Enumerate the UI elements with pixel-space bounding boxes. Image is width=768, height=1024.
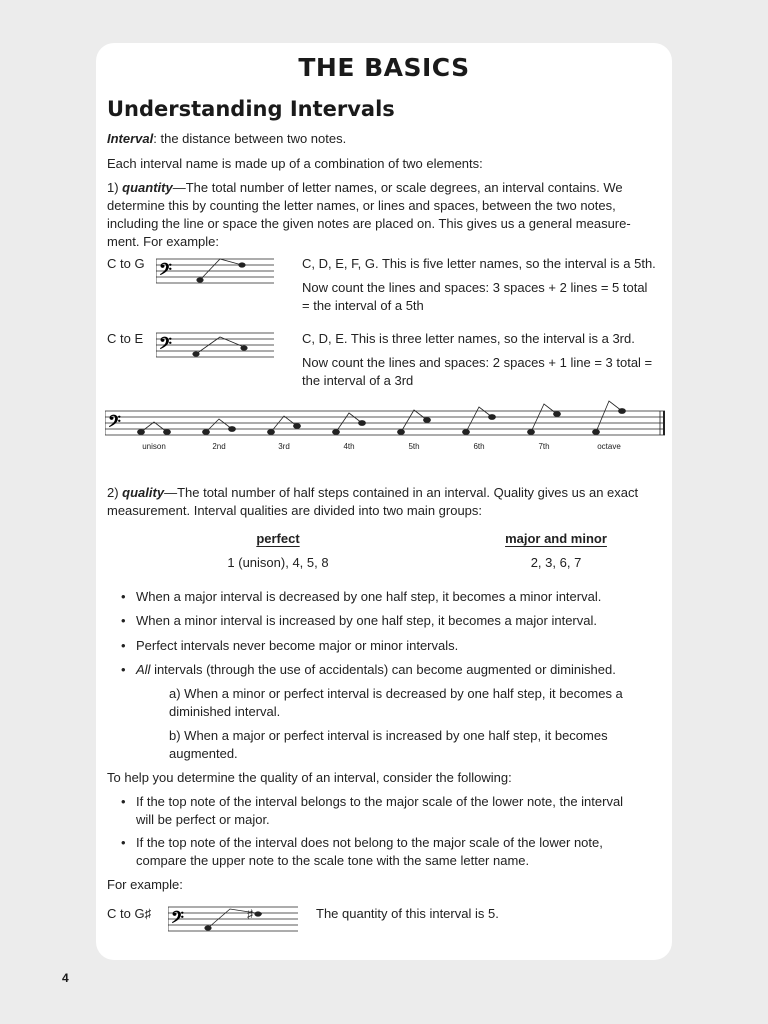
staff-c-to-g-sharp	[168, 899, 300, 933]
note-head	[204, 925, 211, 930]
help-bullet-2-line-1: • If the top note of the interval does not belong to the major scale of the lower note,	[136, 835, 603, 850]
note-head	[294, 424, 301, 429]
section-heading: Understanding Intervals	[107, 97, 395, 121]
page-title: THE BASICS	[298, 53, 470, 82]
definition-text: : the distance between two notes.	[153, 131, 347, 146]
note-head	[619, 409, 626, 414]
bass-clef-icon: 𝄢	[159, 335, 172, 357]
group-major-minor-values: 2, 3, 6, 7	[530, 555, 582, 570]
interval-label: 5th	[408, 442, 420, 451]
help-bullet	[136, 834, 603, 870]
final-example-text: The quantity of this interval is 5.	[316, 906, 499, 921]
interval-connector	[271, 416, 297, 432]
interval-label: 3rd	[278, 442, 290, 451]
interval-label: 6th	[473, 442, 485, 451]
staff-c-to-g	[156, 251, 276, 285]
quality-term: quality	[122, 485, 165, 500]
definition-term: Interval	[107, 131, 154, 146]
bullet-item: • When a minor interval is increased by one half step, it becomes a major interval.	[136, 612, 597, 630]
sharp-icon: ♯	[247, 907, 253, 921]
bass-clef-icon: 𝄢	[108, 413, 121, 435]
bullet-item: • When a major interval is decreased by one half step, it becomes a minor interval.	[136, 588, 601, 606]
interval-staff	[105, 399, 667, 451]
group-perfect-header: perfect	[256, 531, 300, 546]
interval-connector	[206, 419, 232, 432]
quality-line-2: measurement. Interval qualities are divided into two main groups:	[107, 503, 483, 518]
note-head	[268, 430, 275, 435]
quantity-line-3: including the line or space the given notes are placed on. This gives us a general measure-	[107, 216, 631, 231]
example-label-c-to-g-sharp: C to G♯	[107, 906, 152, 921]
note-head	[192, 351, 199, 356]
example-2-line-1: C, D, E. This is three letter names, so the interval is a 3rd.	[302, 331, 635, 346]
group-major-minor-header: major and minor	[505, 531, 607, 546]
sub-item-b-line-1: b) When a major or perfect interval is increased by one half step, it becomes	[169, 728, 608, 743]
help-intro: To help you determine the quality of an interval, consider the following:	[107, 770, 512, 785]
note-head	[528, 430, 535, 435]
interval-label: unison	[142, 442, 166, 451]
note-head	[203, 430, 210, 435]
quantity-paragraph	[107, 179, 667, 251]
bullet-all-italic: All	[136, 662, 151, 677]
help-bullet-1-line-2: will be perfect or major.	[136, 812, 270, 827]
staff-c-to-e	[156, 325, 276, 359]
example-2-line-3: the interval of a 3rd	[302, 373, 414, 388]
quantity-line-2: determine this by counting the letter names, or lines and spaces, between the two notes,	[107, 198, 616, 213]
quantity-line-1: —The total number of letter names, or scale degrees, an interval contains. We	[172, 180, 623, 195]
note-head	[359, 421, 366, 426]
note-head	[238, 262, 245, 267]
help-bullet-2-line-2: compare the upper note to the scale tone with the same letter name.	[136, 853, 530, 868]
note-head	[254, 911, 261, 916]
quantity-term: quantity	[122, 180, 173, 195]
bass-clef-icon: 𝄢	[159, 261, 172, 283]
note-head	[164, 430, 171, 435]
definition-line	[107, 130, 346, 148]
example-1-line-1: C, D, E, F, G. This is five letter names, so the interval is a 5th.	[302, 256, 656, 271]
interval-label: 2nd	[212, 442, 226, 451]
for-example: For example:	[107, 877, 183, 892]
note-head	[593, 430, 600, 435]
page-number: 4	[62, 971, 69, 985]
sub-item-b-line-2: augmented.	[169, 746, 238, 761]
interval-label: 4th	[343, 442, 355, 451]
example-label-c-to-g: C to G	[107, 256, 145, 271]
group-perfect	[207, 530, 349, 572]
quality-paragraph	[107, 484, 667, 520]
sub-item-a-line-2: diminished interval.	[169, 704, 281, 719]
quality-line-1: —The total number of half steps contained in an interval. Quality gives us an exact	[164, 485, 639, 500]
note-head	[229, 427, 236, 432]
quality-prefix: 2)	[107, 485, 123, 500]
page-card	[96, 43, 672, 960]
note-head	[398, 430, 405, 435]
bullet-item: • Perfect intervals never become major or minor intervals.	[136, 637, 458, 655]
note-head	[333, 430, 340, 435]
help-bullet	[136, 793, 623, 829]
bullet-item-all	[136, 661, 616, 679]
note-head	[463, 430, 470, 435]
bullet-all-rest: intervals (through the use of accidentals) can become augmented or diminished.	[150, 662, 616, 677]
help-bullet-1-line-1: • If the top note of the interval belongs to the major scale of the lower note, the interval	[136, 794, 624, 809]
interval-connector	[596, 401, 622, 432]
note-head	[196, 277, 203, 282]
example-label-c-to-e: C to E	[107, 331, 144, 346]
note-head	[424, 418, 431, 423]
sub-item-a-line-1: a) When a minor or perfect interval is decreased by one half step, it becomes a	[169, 686, 623, 701]
intro-line: Each interval name is made up of a combination of two elements:	[107, 156, 483, 171]
example-1-line-3: = the interval of a 5th	[302, 298, 424, 313]
note-head	[240, 345, 247, 350]
bass-clef-icon: 𝄢	[171, 909, 184, 931]
example-2-line-2: Now count the lines and spaces: 2 spaces + 1 line = 3 total =	[302, 355, 653, 370]
sub-item-b	[169, 727, 608, 763]
group-perfect-values: 1 (unison), 4, 5, 8	[227, 555, 329, 570]
note-head	[554, 412, 561, 417]
note-head	[138, 430, 145, 435]
quantity-line-4: ment. For example:	[107, 234, 219, 249]
example-1-line-2: Now count the lines and spaces: 3 spaces + 2 lines = 5 total	[302, 280, 648, 295]
interval-label: 7th	[538, 442, 550, 451]
group-major-minor	[489, 530, 623, 572]
note-head	[489, 415, 496, 420]
quantity-prefix: 1)	[107, 180, 123, 195]
interval-connector	[141, 422, 167, 432]
interval-label: octave	[597, 442, 621, 451]
interval-connector	[531, 404, 557, 432]
sub-item-a	[169, 685, 623, 721]
